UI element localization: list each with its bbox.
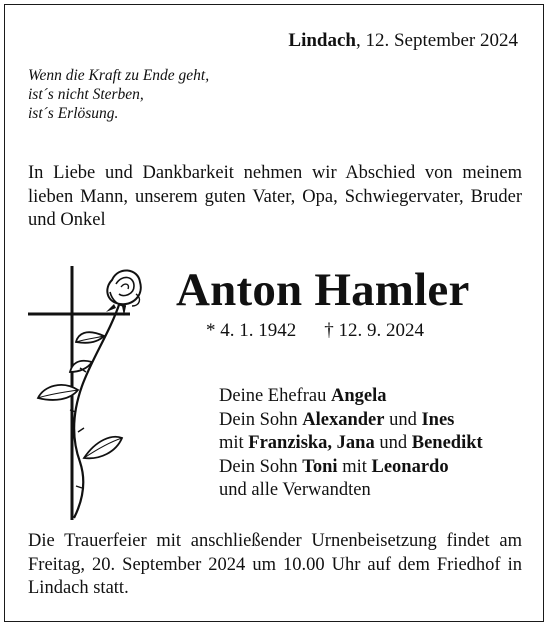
mourner-text: Dein Sohn	[219, 456, 303, 477]
mourner-text: und	[374, 433, 412, 453]
mourner-text: mit	[337, 456, 372, 477]
mourner-name: Toni	[302, 456, 338, 477]
mourner-text: und	[384, 409, 422, 430]
life-dates	[206, 320, 424, 342]
birth-date: * 4. 1. 1942	[206, 320, 297, 341]
mourner-line-4	[219, 456, 483, 480]
mourner-name: Benedikt	[411, 433, 483, 453]
mourner-name: Alexander	[302, 409, 385, 430]
cross-with-rose-icon	[26, 262, 146, 524]
mourner-text: mit	[219, 433, 249, 453]
funeral-paragraph: Die Trauerfeier mit anschließender Urnenbeisetzung findet am Freitag, 20. September 2024 um 10.00 Uhr auf dem Friedhof in Lindach statt.	[28, 531, 522, 598]
poem-line-3: ist´s Erlösung.	[28, 105, 119, 122]
place: Lindach	[288, 30, 356, 51]
mourner-name: Franziska, Jana	[248, 433, 375, 453]
poem-line-2: ist´s nicht Sterben,	[28, 86, 144, 103]
date: , 12. September 2024	[355, 30, 518, 51]
mourner-line-5: und alle Verwandten	[219, 480, 371, 500]
mourner-text: Dein Sohn	[219, 409, 303, 430]
place-date-line	[288, 30, 518, 52]
mourner-line-3	[219, 432, 483, 456]
poem	[28, 66, 209, 123]
mourner-name: Ines	[421, 409, 455, 430]
deceased-name: Anton Hamler	[176, 264, 470, 316]
mourner-name: Angela	[330, 386, 387, 406]
death-date: † 12. 9. 2024	[324, 320, 424, 341]
mourners-list	[219, 385, 483, 503]
intro-paragraph: In Liebe und Dankbarkeit nehmen wir Abschied von meinem lieben Mann, unserem guten Vater, Opa, Schwiegervater, Bruder und Onkel	[28, 163, 522, 230]
mourner-line-1	[219, 385, 483, 409]
mourner-name: Leonardo	[371, 456, 449, 477]
mourner-line-2	[219, 409, 483, 433]
mourner-text: Deine Ehefrau	[219, 386, 331, 406]
poem-line-1: Wenn die Kraft zu Ende geht,	[28, 67, 210, 84]
